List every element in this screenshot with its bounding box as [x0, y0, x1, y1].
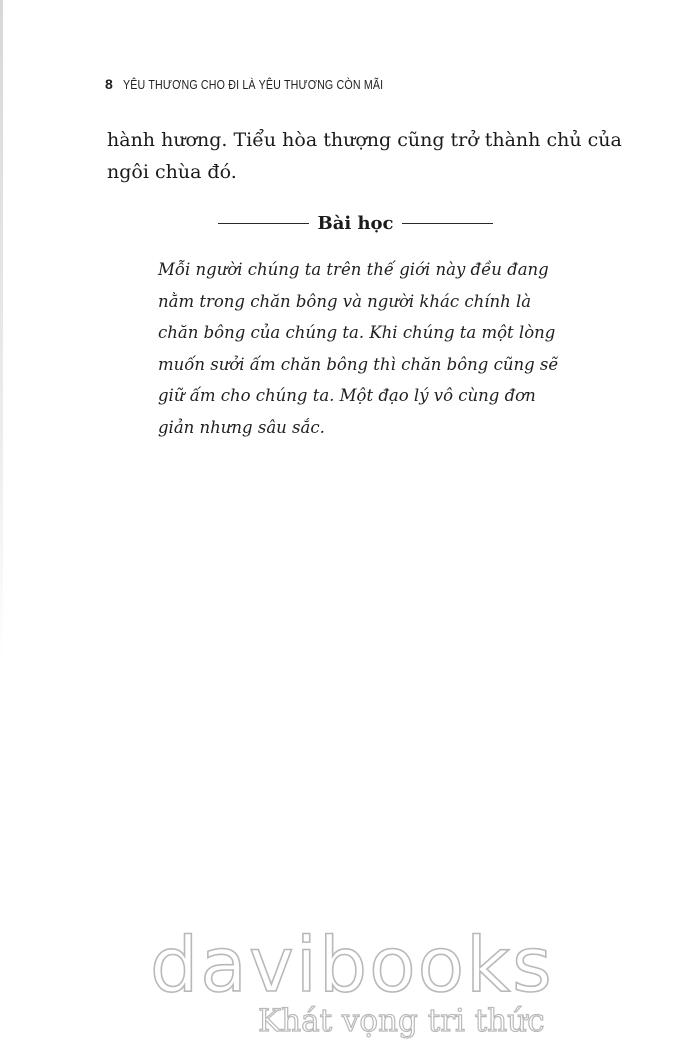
- book-title: YÊU THƯƠNG CHO ĐI LÀ YÊU THƯƠNG CÒN MÃI: [122, 77, 384, 92]
- lesson-line: nằm trong chăn bông và người khác chính là: [158, 291, 532, 311]
- watermark-tagline: Khát vọng tri thức: [258, 1003, 545, 1039]
- running-header: [105, 76, 440, 96]
- section-heading: [218, 208, 493, 238]
- watermark: [150, 920, 570, 1040]
- body-line: hành hương. Tiểu hòa thượng cũng trở thành chủ của: [107, 129, 622, 151]
- watermark-brand: davibooks: [150, 920, 554, 1009]
- page-number: 8: [105, 76, 113, 92]
- lesson-line: giữ ấm cho chúng ta. Một đạo lý vô cùng đơn: [158, 386, 536, 405]
- lesson-line: Mỗi người chúng ta trên thế giới này đều đang: [158, 260, 549, 279]
- lesson-line: muốn sưởi ấm chăn bông thì chăn bông cũng sẽ: [158, 354, 559, 374]
- heading-label: Bài học: [317, 212, 394, 234]
- body-paragraph: [107, 124, 627, 188]
- lesson-paragraph: [158, 254, 578, 443]
- body-line: ngôi chùa đó.: [107, 161, 237, 183]
- page-edge-shadow: [0, 0, 3, 660]
- heading-rule-right: [402, 223, 493, 224]
- heading-rule-left: [218, 223, 309, 224]
- lesson-line: giản nhưng sâu sắc.: [158, 417, 325, 437]
- lesson-line: chăn bông của chúng ta. Khi chúng ta một lòng: [158, 323, 556, 342]
